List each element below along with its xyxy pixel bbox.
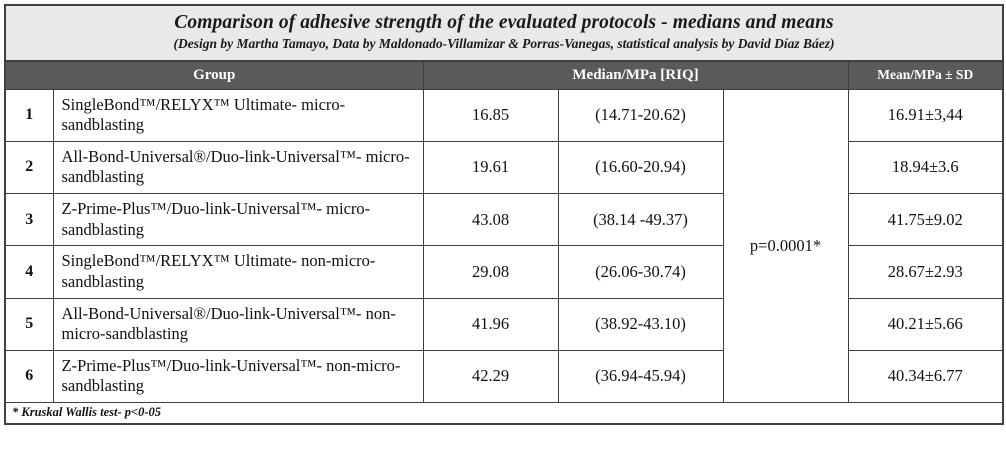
p-value-cell: p=0.0001* — [723, 89, 848, 403]
title-row — [5, 5, 1003, 61]
row-index: 2 — [5, 141, 53, 193]
row-riq-value: (38.14 -49.37) — [558, 194, 723, 246]
row-median-value: 29.08 — [423, 246, 558, 298]
row-median-value: 42.29 — [423, 350, 558, 402]
row-median-value: 16.85 — [423, 89, 558, 141]
row-group-label: All-Bond-Universal®/Duo-link-Universal™- micro-sandblasting — [53, 141, 423, 193]
table-footnote: * Kruskal Wallis test- p<0-05 — [5, 403, 1003, 425]
row-mean-value: 40.21±5.66 — [848, 298, 1003, 350]
row-group-label: Z-Prime-Plus™/Duo-link-Universal™- micro-sandblasting — [53, 194, 423, 246]
row-mean-value: 40.34±6.77 — [848, 350, 1003, 402]
row-index: 4 — [5, 246, 53, 298]
row-group-label: SingleBond™/RELYX™ Ultimate- micro-sandblasting — [53, 89, 423, 141]
title-sub: (Design by Martha Tamayo, Data by Maldonado-Villamizar & Porras-Vanegas, statistical analysis by David Díaz Báez) — [173, 36, 835, 52]
table-row — [5, 246, 1003, 298]
column-header-mean: Mean/MPa ± SD — [848, 61, 1003, 90]
table-row — [5, 350, 1003, 402]
table-row — [5, 141, 1003, 193]
row-riq-value: (16.60-20.94) — [558, 141, 723, 193]
row-riq-value: (38.92-43.10) — [558, 298, 723, 350]
row-index: 6 — [5, 350, 53, 402]
column-header-group: Group — [5, 61, 423, 90]
row-mean-value: 16.91±3,44 — [848, 89, 1003, 141]
row-median-value: 19.61 — [423, 141, 558, 193]
table-row — [5, 298, 1003, 350]
row-mean-value: 41.75±9.02 — [848, 194, 1003, 246]
title-main: Comparison of adhesive strength of the evaluated protocols - medians and means — [174, 12, 834, 33]
header-row — [5, 61, 1003, 90]
row-riq-value: (26.06-30.74) — [558, 246, 723, 298]
row-index: 5 — [5, 298, 53, 350]
footnote-row — [5, 403, 1003, 425]
row-mean-value: 28.67±2.93 — [848, 246, 1003, 298]
row-median-value: 41.96 — [423, 298, 558, 350]
row-group-label: SingleBond™/RELYX™ Ultimate- non-micro-sandblasting — [53, 246, 423, 298]
row-median-value: 43.08 — [423, 194, 558, 246]
results-table — [4, 4, 1004, 425]
row-index: 1 — [5, 89, 53, 141]
row-group-label: All-Bond-Universal®/Duo-link-Universal™- non-micro-sandblasting — [53, 298, 423, 350]
table-title — [5, 5, 1003, 61]
row-index: 3 — [5, 194, 53, 246]
row-riq-value: (14.71-20.62) — [558, 89, 723, 141]
row-group-label: Z-Prime-Plus™/Duo-link-Universal™- non-micro-sandblasting — [53, 350, 423, 402]
row-mean-value: 18.94±3.6 — [848, 141, 1003, 193]
column-header-median: Median/MPa [RIQ] — [423, 61, 848, 90]
table-row — [5, 89, 1003, 141]
row-riq-value: (36.94-45.94) — [558, 350, 723, 402]
table-row — [5, 194, 1003, 246]
